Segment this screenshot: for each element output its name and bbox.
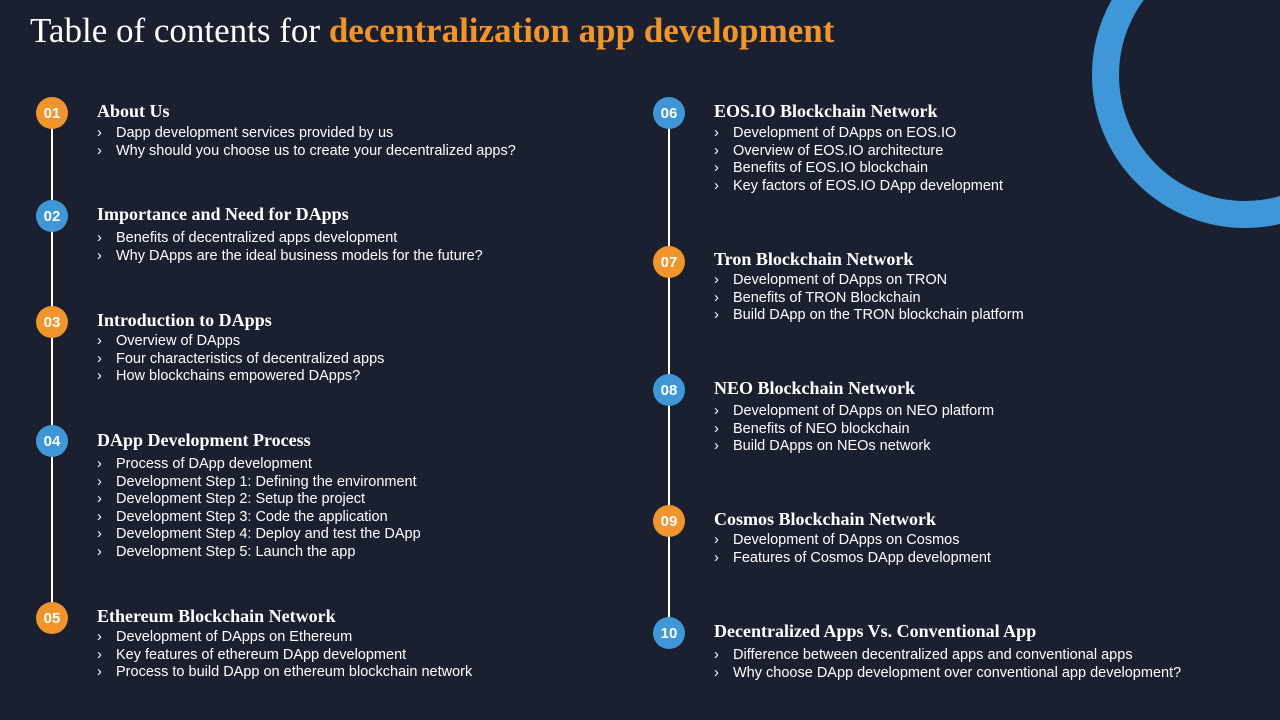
list-item [97,143,516,161]
section-number-badge: 10 [653,617,685,649]
section-items-list [714,125,1003,195]
chevron-right-icon: › [97,368,102,385]
decorative-ring [1092,0,1280,228]
list-item-text: Development Step 1: Defining the environment [116,473,417,490]
chevron-right-icon: › [97,350,102,367]
section-items-list [714,647,1181,682]
chevron-right-icon: › [97,230,102,246]
list-item [97,230,483,248]
chevron-right-icon: › [97,543,102,560]
section-items-list [97,629,472,682]
section-items-list [714,403,994,456]
chevron-right-icon: › [714,177,719,194]
list-item [714,647,1181,665]
list-item [714,125,1003,143]
section-items-list [97,230,483,265]
list-item [714,143,1003,161]
chevron-right-icon: › [714,272,719,288]
list-item-text: Build DApp on the TRON blockchain platform [733,307,1024,324]
section-number-badge: 08 [653,374,685,406]
list-item-text: Features of Cosmos DApp development [733,549,991,566]
chevron-right-icon: › [97,526,102,543]
section-number-badge: 06 [653,97,685,129]
list-item-text: Development of DApps on NEO platform [733,403,995,419]
list-item-text: How blockchains empowered DApps? [116,368,361,385]
list-item [97,368,384,386]
list-item [714,307,1024,325]
list-item [714,403,994,421]
list-item-text: Why choose DApp development over conventional app development? [733,664,1182,681]
list-item-text: Development Step 3: Code the application [116,508,388,525]
chevron-right-icon: › [97,646,102,663]
list-item-text: Process of DApp development [116,456,312,472]
list-item [97,456,421,474]
section-number-badge: 07 [653,246,685,278]
chevron-right-icon: › [714,438,719,455]
list-item [97,333,384,351]
page-title [30,8,834,54]
list-item [97,248,483,266]
chevron-right-icon: › [97,508,102,525]
chevron-right-icon: › [97,473,102,490]
section-heading: EOS.IO Blockchain Network [714,101,938,121]
list-item [714,178,1003,196]
chevron-right-icon: › [714,420,719,437]
list-item [97,544,421,562]
list-item-text: Development of DApps on Ethereum [116,629,353,645]
timeline-line-right [668,113,670,633]
section-number-badge: 02 [36,200,68,232]
chevron-right-icon: › [97,125,102,141]
list-item-text: Development Step 4: Deploy and test the DApp [116,526,421,543]
section-heading: NEO Blockchain Network [714,378,916,398]
list-item-text: Development of DApps on Cosmos [733,532,960,548]
section-heading: Tron Blockchain Network [714,249,914,269]
list-item-text: Why should you choose us to create your decentralized apps? [116,142,516,159]
chevron-right-icon: › [97,456,102,472]
list-item [714,290,1024,308]
chevron-right-icon: › [714,647,719,663]
list-item [714,550,991,568]
list-item-text: Benefits of TRON Blockchain [733,289,921,306]
list-item [97,351,384,369]
chevron-right-icon: › [97,629,102,645]
chevron-right-icon: › [714,142,719,159]
chevron-right-icon: › [714,125,719,141]
list-item-text: Benefits of EOS.IO blockchain [733,160,929,177]
list-item-text: Process to build DApp on ethereum blockchain network [116,664,473,681]
chevron-right-icon: › [714,160,719,177]
list-item-text: Four characteristics of decentralized apps [116,350,385,367]
list-item [714,272,1024,290]
list-item [97,647,472,665]
section-heading: Cosmos Blockchain Network [714,509,937,529]
list-item [97,664,472,682]
list-item-text: Why DApps are the ideal business models for the future? [116,247,483,264]
chevron-right-icon: › [714,549,719,566]
list-item [97,125,516,143]
section-heading: Importance and Need for DApps [97,204,349,224]
list-item-text: Key factors of EOS.IO DApp development [733,177,1003,194]
list-item [97,629,472,647]
list-item-text: Development Step 5: Launch the app [116,543,356,560]
list-item [714,665,1181,683]
section-heading: About Us [97,101,170,121]
list-item-text: Build DApps on NEOs network [733,438,931,455]
chevron-right-icon: › [714,403,719,419]
section-items-list [97,456,421,562]
list-item [714,438,994,456]
chevron-right-icon: › [97,491,102,508]
section-heading: Decentralized Apps Vs. Conventional App [714,621,1037,641]
list-item [97,509,421,527]
list-item [714,532,991,550]
list-item-text: Development of DApps on EOS.IO [733,125,957,141]
list-item-text: Overview of EOS.IO architecture [733,142,944,159]
section-items-list [714,272,1024,325]
list-item-text: Benefits of decentralized apps development [116,230,398,246]
list-item [714,421,994,439]
section-items-list [97,125,516,160]
list-item-text: Overview of DApps [116,333,241,349]
section-items-list [714,532,991,567]
list-item-text: Difference between decentralized apps and conventional apps [733,647,1133,663]
list-item [714,160,1003,178]
list-item [97,526,421,544]
chevron-right-icon: › [714,307,719,324]
title-accent: decentralization app development [328,11,835,50]
chevron-right-icon: › [97,142,102,159]
chevron-right-icon: › [714,532,719,548]
chevron-right-icon: › [97,247,102,264]
list-item [97,474,421,492]
list-item-text: Key features of ethereum DApp development [116,646,407,663]
chevron-right-icon: › [97,664,102,681]
section-heading: Ethereum Blockchain Network [97,606,336,626]
list-item-text: Development of DApps on TRON [733,272,948,288]
list-item-text: Benefits of NEO blockchain [733,420,910,437]
section-number-badge: 04 [36,425,68,457]
section-number-badge: 05 [36,602,68,634]
section-number-badge: 09 [653,505,685,537]
title-prefix: Table of contents for [30,11,329,50]
timeline-line-left [51,113,53,618]
chevron-right-icon: › [714,664,719,681]
section-items-list [97,333,384,386]
list-item-text: Development Step 2: Setup the project [116,491,366,508]
list-item [97,491,421,509]
section-number-badge: 03 [36,306,68,338]
chevron-right-icon: › [714,289,719,306]
section-heading: DApp Development Process [97,430,311,450]
chevron-right-icon: › [97,333,102,349]
section-heading: Introduction to DApps [97,310,272,330]
section-number-badge: 01 [36,97,68,129]
list-item-text: Dapp development services provided by us [116,125,394,141]
